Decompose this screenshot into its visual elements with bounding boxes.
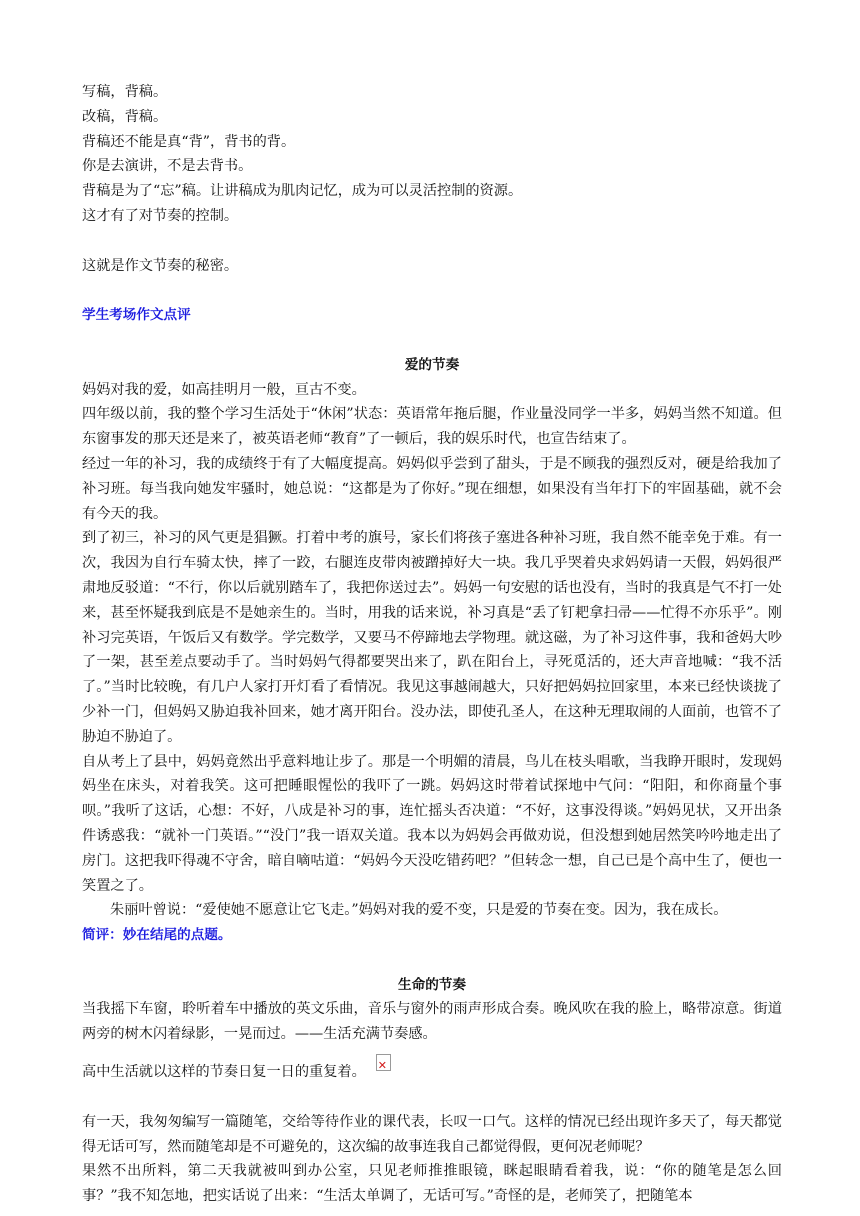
intro-line: 改稿，背稿。 bbox=[82, 108, 168, 125]
essay-paragraph: 有一天，我匆匆编写一篇随笔，交给等待作业的课代表，长叹一口气。这样的情况已经出现许多天了，每天都觉得无话可写，然而随笔却是不可避免的，这次编的故事连我自己都觉得假，更何况老师呢？ bbox=[82, 1113, 782, 1155]
intro-line: 这才有了对节奏的控制。 bbox=[82, 207, 239, 224]
essay-paragraph: 到了初三，补习的风气更是猖獗。打着中考的旗号，家长们将孩子塞进各种补习班，我自然不能幸免于难。有一次，我因为自行车骑太快，摔了一跤，右腿连皮带肉被蹭掉好大一块。我几乎哭着央求妈妈请一天假，妈妈很严肃地反驳道：“不行，你以后就别踏车了，我把你送过去”。妈妈一句安慰的话也没有，当时的我真是气不打一处来，甚至怀疑我到底是不是她亲生的。当时，用我的话来说，补习真是“丢了钉耙拿扫帚——忙得不亦乐乎”。刚补习完英语，午饭后又有数学。学完数学，又要马不停蹄地去学物理。就这磁，为了补习这件事，我和爸妈大吵了一架，甚至差点要动手了。当时妈妈气得都要哭出来了，趴在阳台上，寻死觅活的，还大声音地喊：“我不活了。”当时比较晚，有几户人家打开灯看了看情况。我见这事越闹越大，只好把妈妈拉回家里，本来已经快谈拢了少补一门，但妈妈又胁迫我补回来，她才离开阳台。没办法，即使孔圣人，在这种无理取闹的人面前，也管不了胁迫不胁迫了。 bbox=[82, 530, 782, 745]
essay-comment: 简评：妙在结尾的点题。 bbox=[82, 927, 232, 944]
intro-section bbox=[82, 80, 782, 328]
essay-paragraph: 果然不出所料，第二天我就被叫到办公室，只见老师推推眼镜，眯起眼睛看着我，说：“你的随笔是怎么回事？”我不知怎地，把实话说了出来：“生活太单调了，无话可写。”奇怪的是，老师笑了，把随笔本 bbox=[82, 1163, 782, 1205]
intro-line: 背稿还不能是真“背”，背书的背。 bbox=[82, 133, 296, 150]
essay-life-rhythm bbox=[82, 973, 782, 1209]
image-line-text: 高中生活就以这样的节奏日复一日的重复着。 bbox=[82, 1064, 366, 1081]
intro-line: 写稿，背稿。 bbox=[82, 84, 168, 100]
intro-line: 背稿是为了“忘”稿。让讲稿成为肌肉记忆，成为可以灵活控制的资源。 bbox=[82, 183, 523, 200]
essay-paragraph: 自从考上了县中，妈妈竟然出乎意料地让步了。那是一个明媚的清晨，鸟儿在枝头唱歌，当我睁开眼时，发现妈妈坐在床头，对着我笑。这可把睡眼惺忪的我吓了一跳。妈妈这时带着试探地中气问：“阳阳，和你商量个事呗。”我听了这话，心想：不好，八成是补习的事，连忙摇头否决道：“不好，这事没得谈。”妈妈见状，又开出条件诱惑我：“就补一门英语。”“没门”我一语双关道。我本以为妈妈会再做劝说，但没想到她居然笑吟吟地走出了房门。这把我吓得魂不守舍，暗自嘀咕道：“妈妈今天没吃错药吧？”但转念一想，自己已是个高中生了，便也一笑置之了。 bbox=[82, 753, 782, 894]
essay-paragraph: 妈妈对我的爱，如高挂明月一般，亘古不变。 bbox=[82, 381, 366, 398]
essay-paragraph: 当我摇下车窗，聆听着车中播放的英文乐曲，音乐与窗外的雨声形成合奏。晚风吹在我的脸上，略带凉意。街道两旁的树木闪着绿影，一晃而过。——生活充满节奏感。 bbox=[82, 1001, 782, 1043]
essay-closing: 朱丽叶曾说：“爱使她不愿意让它飞走。”妈妈对我的爱不变，只是爱的节奏在变。因为，我在成长。 bbox=[110, 902, 728, 919]
section-heading: 学生考场作文点评 bbox=[82, 307, 191, 324]
intro-conclusion: 这就是作文节奏的秘密。 bbox=[82, 257, 239, 274]
essay-love-rhythm bbox=[82, 353, 782, 948]
broken-image-icon bbox=[376, 1054, 391, 1071]
essay-title: 爱的节奏 bbox=[404, 356, 460, 373]
image-line bbox=[82, 1047, 782, 1085]
essay-title: 生命的节奏 bbox=[398, 976, 466, 993]
essay-paragraph: 经过一年的补习，我的成绩终于有了大幅度提高。妈妈似乎尝到了甜头，于是不顾我的强烈反对，硬是给我加了补习班。每当我向她发牢骚时，她总说：“这都是为了你好。”现在细想，如果没有当年打下的牢固基础，就不会有今天的我。 bbox=[82, 455, 782, 522]
essay-paragraph: 四年级以前，我的整个学习生活处于“休闲”状态：英语常年拖后腿，作业量没同学一半多，妈妈当然不知道。但东窗事发的那天还是来了，被英语老师“教育”了一顿后，我的娱乐时代，也宣告结束了。 bbox=[82, 406, 782, 448]
intro-line: 你是去演讲，不是去背书。 bbox=[82, 158, 253, 175]
document-page bbox=[82, 80, 782, 1209]
